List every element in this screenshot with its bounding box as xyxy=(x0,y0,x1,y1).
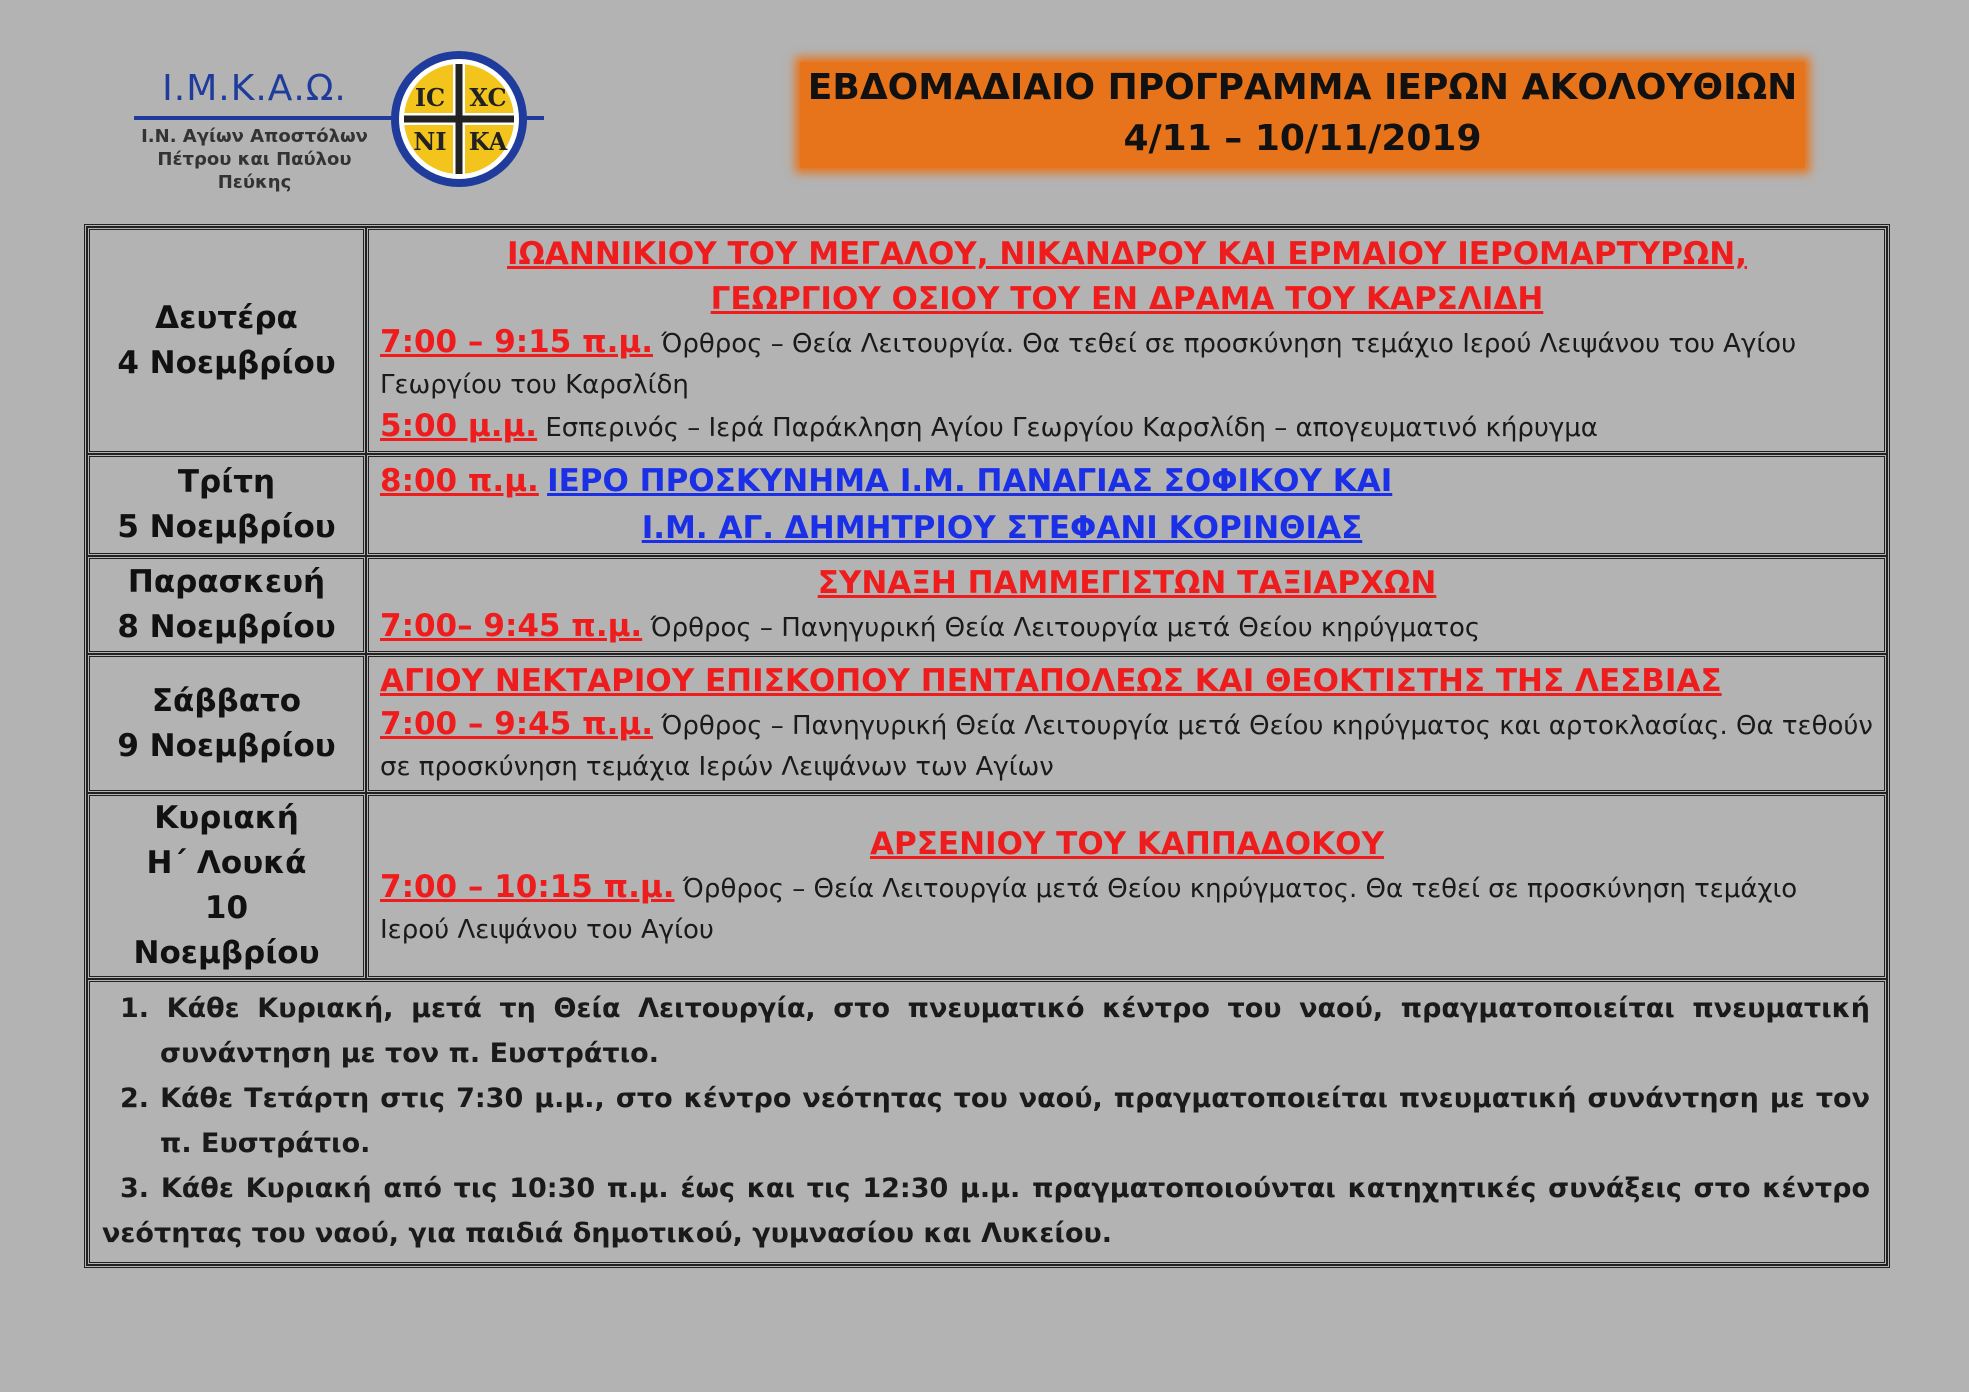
logo-church-line: Πεύκης xyxy=(217,172,292,193)
service-description: Όρθρος – Πανηγυρική Θεία Λειτουργία μετά Θείου κηρύγματος xyxy=(642,613,1481,643)
day-name: Κυριακή xyxy=(154,800,299,836)
notes-cell xyxy=(87,979,1887,1265)
feast-title: ΑΓΙΟΥ ΝΕΚΤΑΡΙΟΥ ΕΠΙΣΚΟΠΟΥ ΠΕΝΤΑΠΟΛΕΩΣ ΚΑΙ ΘΕΟΚΤΙΣΤΗΣ ΤΗΣ ΛΕΣΒΙΑΣ xyxy=(380,663,1722,699)
schedule-table xyxy=(84,224,1890,1268)
note-item: 1. Κάθε Κυριακή, μετά τη Θεία Λειτουργία, στο πνευματικό κέντρο του ναού, πραγματοποιείται πνευματική συνάντηση με τον π. Ευστράτιο. xyxy=(120,993,1870,1069)
table-row xyxy=(87,793,1887,979)
feast-title: ΓΕΩΡΓΙΟΥ ΟΣΙΟΥ ΤΟΥ ΕΝ ΔΡΑΜΑ ΤΟΥ ΚΑΡΣΛΙΔΗ xyxy=(710,281,1544,317)
service-cell xyxy=(366,793,1887,979)
day-cell xyxy=(87,454,366,556)
notes-row xyxy=(87,979,1887,1265)
day-date: 5 Νοεμβρίου xyxy=(117,509,336,545)
icxc-nika-seal-icon xyxy=(386,46,532,192)
seal-letters: XC xyxy=(469,83,507,112)
table-row xyxy=(87,556,1887,654)
day-name: Παρασκευή xyxy=(127,564,326,600)
table-row xyxy=(87,654,1887,793)
service-entry xyxy=(380,406,1874,449)
service-entry xyxy=(380,322,1874,406)
logo-church-name xyxy=(132,125,377,194)
service-time: 7:00– 9:45 π.μ. xyxy=(380,608,643,644)
table-row xyxy=(87,227,1887,454)
service-description: Όρθρος – Πανηγυρική Θεία Λειτουργία μετά Θείου κηρύγματος και αρτοκλασίας. Θα τεθούν σε προσκύνηση τεμάχια Ιερών Λειψάνων των Αγίων xyxy=(380,711,1873,782)
day-subtitle: Η΄ Λουκά xyxy=(146,845,307,881)
schedule-date-range: 4/11 – 10/11/2019 xyxy=(1123,118,1482,159)
service-description: Όρθρος – Θεία Λειτουργία. Θα τεθεί σε προσκύνηση τεμάχιο Ιερού Λειψάνου του Αγίου Γεωργίου του Καρσλίδη xyxy=(380,329,1797,400)
service-entry xyxy=(380,704,1874,788)
service-time: 8:00 π.μ. xyxy=(380,463,539,499)
parish-logo xyxy=(132,46,552,196)
day-cell xyxy=(87,654,366,793)
feast-title: ΙΩΑΝΝΙΚΙΟΥ ΤΟΥ ΜΕΓΑΛΟΥ, ΝΙΚΑΝΔΡΟΥ ΚΑΙ ΕΡΜΑΙΟΥ ΙΕΡΟΜΑΡΤΥΡΩΝ, xyxy=(507,236,1747,272)
service-time: 5:00 μ.μ. xyxy=(380,408,538,444)
day-name: Σάββατο xyxy=(151,682,302,719)
logo-abbreviation: Ι.Μ.Κ.Α.Ω. xyxy=(162,68,347,109)
schedule-title-banner xyxy=(800,62,1805,168)
day-name: Τρίτη xyxy=(177,464,276,500)
note-item: 2. Κάθε Τετάρτη στις 7:30 μ.μ., στο κέντρο νεότητας του ναού, πραγματοποιείται πνευματική συνάντηση με τον π. Ευστράτιο. xyxy=(120,1083,1870,1159)
service-cell xyxy=(366,227,1887,454)
day-month: Νοεμβρίου xyxy=(133,935,320,971)
feast-title: ΣΥΝΑΞΗ ΠΑΜΜΕΓΙΣΤΩΝ ΤΑΞΙΑΡΧΩΝ xyxy=(817,565,1437,601)
service-entry xyxy=(380,606,1874,649)
service-entry xyxy=(380,867,1874,951)
service-time: 7:00 – 10:15 π.μ. xyxy=(380,868,675,905)
seal-letters: KA xyxy=(468,127,508,156)
day-cell xyxy=(87,227,366,454)
service-time: 7:00 – 9:45 π.μ. xyxy=(380,706,653,742)
day-cell xyxy=(87,793,366,979)
service-cell xyxy=(366,556,1887,654)
logo-church-line: Ι.Ν. Αγίων Αποστόλων xyxy=(141,126,368,147)
day-date: 4 Νοεμβρίου xyxy=(117,344,336,381)
logo-church-line: Πέτρου και Παύλου xyxy=(157,149,352,170)
day-name: Δευτέρα xyxy=(155,299,298,336)
pilgrimage-title: ΙΕΡΟ ΠΡΟΣΚΥΝΗΜΑ Ι.Μ. ΠΑΝΑΓΙΑΣ ΣΟΦΙΚΟΥ ΚΑΙ xyxy=(547,463,1393,499)
service-description: Εσπερινός – Ιερά Παράκληση Αγίου Γεωργίου Καρσλίδη – απογευματινό κήρυγμα xyxy=(537,413,1598,443)
schedule-title: ΕΒΔΟΜΑΔΙΑΙΟ ΠΡΟΓΡΑΜΜΑ ΙΕΡΩΝ ΑΚΟΛΟΥΘΙΩΝ xyxy=(807,67,1798,108)
note-item: 3. Κάθε Κυριακή από τις 10:30 π.μ. έως και τις 12:30 μ.μ. πραγματοποιούνται κατηχητικές συνάξεις στο κέντρο νεότητας του ναού, για παιδιά δημοτικού, γυμνασίου και Λυκείου. xyxy=(102,1173,1870,1249)
pilgrimage-entry xyxy=(380,459,1874,506)
service-cell xyxy=(366,454,1887,556)
seal-letters: NI xyxy=(413,127,447,156)
table-row xyxy=(87,454,1887,556)
day-cell xyxy=(87,556,366,654)
service-cell xyxy=(366,654,1887,793)
day-date: 9 Νοεμβρίου xyxy=(117,727,336,764)
day-date: 10 xyxy=(204,890,249,926)
feast-title: ΑΡΣΕΝΙΟΥ ΤΟΥ ΚΑΠΠΑΔΟΚΟΥ xyxy=(870,825,1384,862)
day-date: 8 Νοεμβρίου xyxy=(117,609,336,645)
pilgrimage-title: Ι.Μ. ΑΓ. ΔΗΜΗΤΡΙΟΥ ΣΤΕΦΑΝΙ ΚΟΡΙΝΘΙΑΣ xyxy=(641,510,1363,546)
logo-text-block xyxy=(132,68,377,194)
service-description: Όρθρος – Θεία Λειτουργία μετά Θείου κηρύγματος. Θα τεθεί σε προσκύνηση τεμάχιο Ιερού Λειψάνου του Αγίου xyxy=(380,873,1798,945)
seal-letters: IC xyxy=(414,83,446,112)
service-time: 7:00 – 9:15 π.μ. xyxy=(380,324,653,360)
